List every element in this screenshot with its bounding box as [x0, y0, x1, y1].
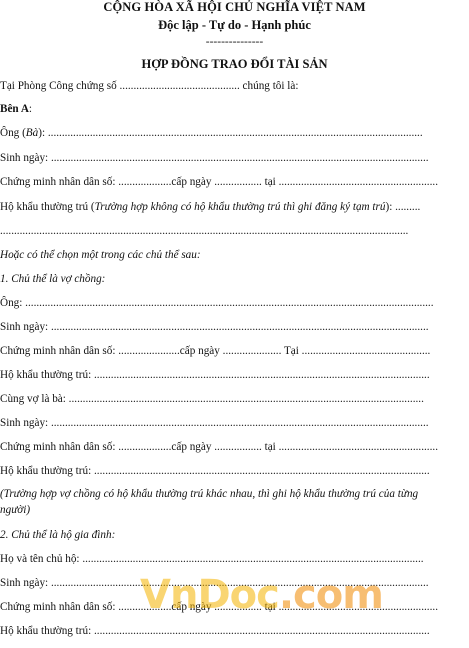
- id-line-2: Chứng minh nhân dân số: ......................cấp ngày ..................... Tại ..............................................: [0, 345, 431, 357]
- residence1-italic: Trường hợp không có hộ khẩu thường trú thì ghi đăng ký tạm trú: [94, 201, 386, 213]
- heading-divider: ---------------: [205, 36, 264, 48]
- residence-line-1: [0, 200, 469, 214]
- party-a-label: Bên A: [0, 103, 29, 115]
- residence1-suffix: ): .........: [385, 201, 421, 213]
- party-a-colon: :: [28, 103, 33, 115]
- sir-line: [0, 126, 469, 140]
- residence-line-4: Hộ khẩu thường trú: ........................................................................................................................: [0, 625, 430, 637]
- sir-suffix: ): ......................................................................................................................................: [38, 127, 423, 139]
- watermark-doc: Doc: [197, 572, 279, 618]
- residence-line-2: Hộ khẩu thường trú: ........................................................................................................................: [0, 369, 430, 381]
- or-choose-line: Hoặc có thể chọn một trong các chủ thể sau:: [0, 249, 201, 261]
- watermark-dot: .: [278, 572, 294, 618]
- watermark-vn: Vn: [140, 572, 198, 618]
- wife-line: Cùng vợ là bà: ...............................................................................................................................: [0, 393, 424, 405]
- id-line-4: Chứng minh nhân dân số: ...................cấp ngày ................. tại .........................................................: [0, 601, 438, 613]
- office-line: Tại Phòng Công chứng số ........................................... chúng tôi là:: [0, 80, 299, 92]
- dots-continuation-line: ..................................................................................................................................................: [0, 225, 409, 237]
- id-line-1: Chứng minh nhân dân số: ...................cấp ngày ................. tại .........................................................: [0, 176, 438, 188]
- head-name-line: Họ và tên chủ hộ: ..........................................................................................................................: [0, 553, 424, 565]
- watermark-com: com: [293, 572, 383, 618]
- dob-line-1: Sinh ngày: .......................................................................................................................................: [0, 152, 429, 164]
- sir-prefix: Ông (: [0, 127, 26, 139]
- sir-ba: Bà: [25, 127, 39, 139]
- party-a-heading: [0, 102, 469, 116]
- note-line-2: người): [0, 504, 31, 516]
- mr-line: Ông: ..................................................................................................................................................: [0, 297, 434, 309]
- note-line-1: (Trường hợp vợ chồng có hộ khẩu thường trú khác nhau, thì ghi hộ khẩu thường trú của từng: [0, 488, 419, 500]
- motto-heading: Độc lập - Tự do - Hạnh phúc: [158, 18, 311, 32]
- subject-1-heading: 1. Chủ thể là vợ chồng:: [0, 273, 106, 285]
- residence-line-3: Hộ khẩu thường trú: ........................................................................................................................: [0, 465, 430, 477]
- residence1-prefix: Hộ khẩu thường trú (: [0, 201, 95, 213]
- subject-2-heading: 2. Chủ thể là hộ gia đình:: [0, 529, 116, 541]
- dob-line-4: Sinh ngày: .......................................................................................................................................: [0, 577, 429, 589]
- republic-heading: CỘNG HÒA XÃ HỘI CHỦ NGHĨA VIỆT NAM: [103, 0, 366, 14]
- dob-line-2: Sinh ngày: .......................................................................................................................................: [0, 321, 429, 333]
- id-line-3: Chứng minh nhân dân số: ...................cấp ngày ................. tại .........................................................: [0, 441, 438, 453]
- dob-line-3: Sinh ngày: .......................................................................................................................................: [0, 417, 429, 429]
- contract-title: HỢP ĐỒNG TRAO ĐỔI TÀI SẢN: [141, 57, 328, 71]
